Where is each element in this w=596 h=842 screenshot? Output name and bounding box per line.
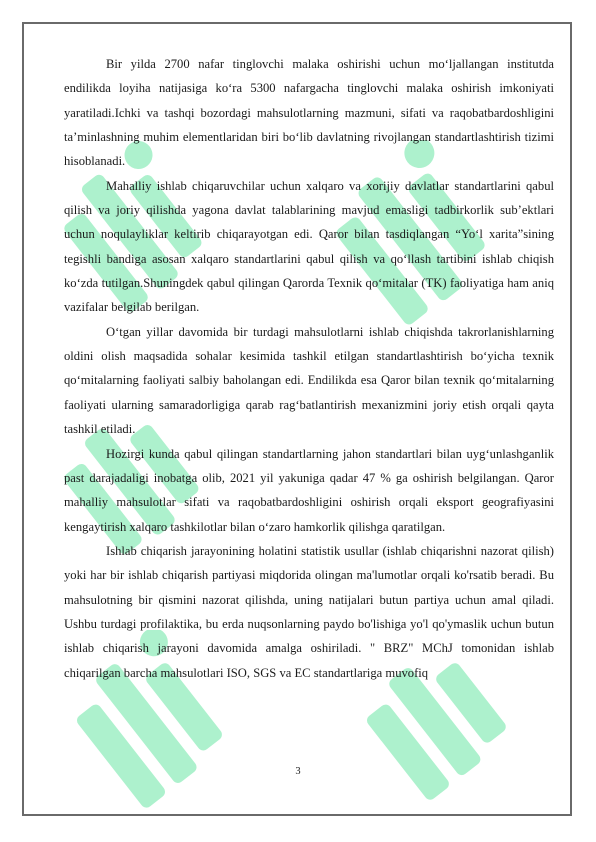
document-body <box>64 52 554 685</box>
paragraph: Hozirgi kunda qabul qilingan standartlarning jahon standartlari bilan uyg‘unlashganlik past darajadaligi inobatga olib, 2021 yil yakuniga qadar 47 % ga oshirish belgilangan. Qaror mahalliy mahsulotlar sifati va raqobatbardoshligini oshirish orqali eksport geografiyasini kengaytirish xalqaro tashkilotlar bilan o‘zaro hamkorlik qilishga qaratilgan. <box>64 446 554 534</box>
paragraph: Bir yilda 2700 nafar tinglovchi malaka oshirishi uchun mo‘ljallangan institutda endilikda loyiha natijasiga ko‘ra 5300 nafargacha tinglovchi malaka oshirish imkoniyati yaratiladi.Ichki va tashqi bozordagi mahsulotlarning mazmuni, sifati va raqobatbardoshligini ta’minlashning muhim elementlaridan biri bo‘lib davlatning rivojlangan standartlashtirish tizimi hisoblanadi. <box>64 57 554 169</box>
paragraph: Ishlab chiqarish jarayonining holatini statistik usullar (ishlab chiqarishni nazorat qilish) yoki har bir ishlab chiqarish partiyasi miqdorida olingan ma'lumotlar orqali ko'rsatib beradi. Bu mahsulotning bir qismini nazorat qilishda, uning natijalari butun partiya uchun amal qiladi. Ushbu turdagi profilaktika, bu erda nuqsonlarning paydo bo'lishiga yo'l qo'ymaslik uchun butun ishlab chiqarish jarayoni davomida amalga oshiriladi. " BRZ" MChJ tomonidan ishlab chiqarilgan barcha mahsulotlari ISO, SGS va EC standartlariga muvofiq <box>64 543 554 680</box>
paragraph: Mahalliy ishlab chiqaruvchilar uchun xalqaro va xorijiy davlatlar standartlarini qabul qilish va joriy qilishda yagona davlat talablarining mavjud emasligi tadbirkorlik sub’ektlari uchun noqulayliklar keltirib chiqarayotgan edi. Qaror bilan tasdiqlangan “Yo‘l xarita”sining tegishli bandiga asosan xalqaro standartlarini qabul qilish va qo‘llash tartibini ishlab chiqish ko‘zda tutilgan.Shuningdek qabul qilingan Qarorda Texnik qo‘mitalar (TK) faoliyatiga ham aniq vazifalar belgilab berilgan. <box>64 178 554 315</box>
page-number: 3 <box>295 766 301 777</box>
paragraph: O‘tgan yillar davomida bir turdagi mahsulotlarni ishlab chiqishda takrorlanishlarning oldini olish maqsadida sohalar kesimida tashkil etilgan standartlashtirish bo‘yicha texnik qo‘mitalarning faoliyati salbiy baholangan edi. Endilikda esa Qaror bilan texnik qo‘mitalarning faoliyati ularning samaradorligiga qarab rag‘batlantirish mexanizmini joriy etish orqali qayta tashkil etiladi. <box>64 324 554 437</box>
